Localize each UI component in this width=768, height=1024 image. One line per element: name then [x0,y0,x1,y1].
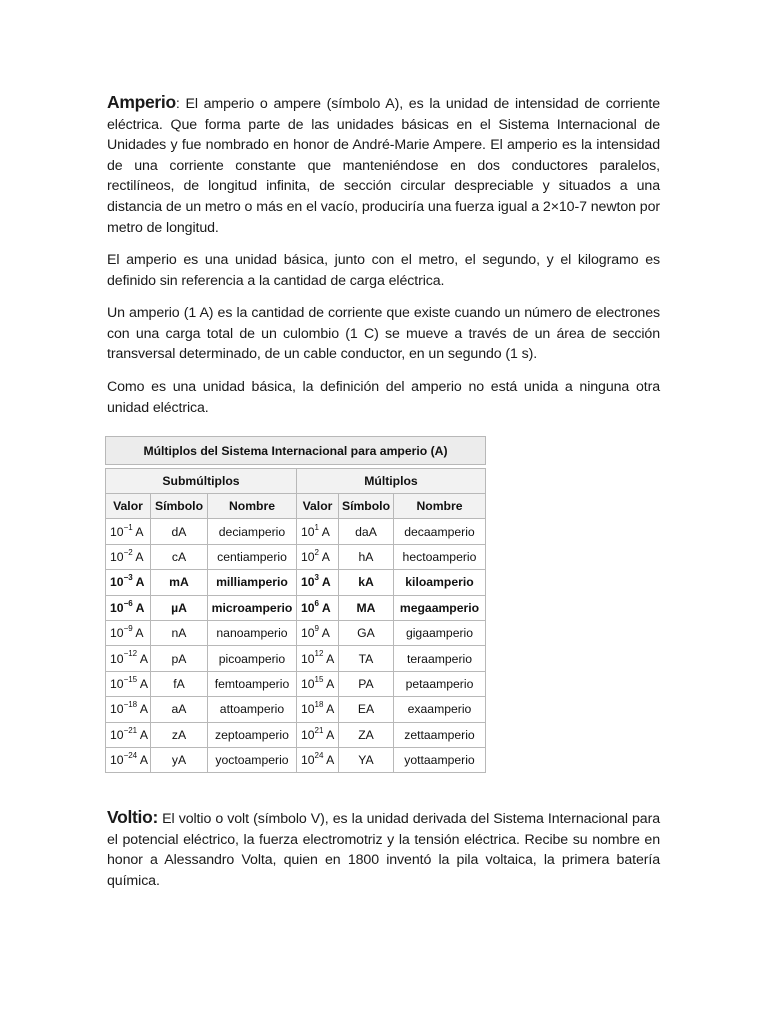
submultiple-symbol-cell: fA [150,671,207,696]
multiple-symbol-cell: YA [338,747,393,772]
column-header: Símbolo [338,494,393,519]
voltio-paragraph [107,807,660,891]
column-header: Nombre [393,494,485,519]
multiple-value-cell [296,697,338,722]
table-row [106,544,486,569]
multiple-name-cell: petaamperio [393,671,485,696]
amperio-definition: : El amperio o ampere (símbolo A), es la unidad de intensidad de corriente eléctrica. Que forma parte de las unidades básicas en el Sistema Internacional de Unidades y fue nombrado en honor de André-Marie Ampere. El amperio es la intensidad de una corriente constante que manteniéndose en dos conductores paralelos, rectilíneos, de longitud infinita, de sección circular despreciable y situados a una distancia de un metro o más en el vacío, produciría una fuerza igual a 2×10-7 newton por metro de longitud. [107,96,660,236]
multiple-symbol-cell: hA [338,544,393,569]
power-exponent: 9 [314,624,319,634]
submultiple-name-cell: femtoamperio [207,671,296,696]
table-body [106,519,486,773]
submultiple-symbol-cell: yA [150,747,207,772]
submultiple-value-cell [106,544,151,569]
column-header: Valor [296,494,338,519]
power-exponent: −2 [123,547,133,557]
paragraph-text: El amperio es una unidad básica, junto con el metro, el segundo, y el kilogramo es definido sin referencia a la cantidad de carga eléctrica. [107,252,660,289]
submultiple-symbol-cell: µA [150,595,207,620]
multiple-value-cell [296,544,338,569]
unit-label: A [132,549,144,564]
power-exponent: −12 [123,649,138,659]
table-row [106,747,486,772]
submultiple-symbol-cell: pA [150,646,207,671]
power-exponent: 2 [314,547,319,557]
table-row [106,722,486,747]
power-exponent: 21 [314,725,324,735]
power-base: 10 [110,676,124,691]
power-base: 10 [300,524,315,539]
power-base: 10 [300,626,315,641]
power-base: 10 [300,676,315,691]
submultiple-name-cell: picoamperio [207,646,296,671]
unit-label: A [319,600,331,615]
power-base: 10 [300,600,315,615]
table-row [106,697,486,722]
voltio-section [107,807,660,891]
power-exponent: 12 [314,649,324,659]
submultiple-symbol-cell: aA [150,697,207,722]
unit-label: A [323,676,335,691]
multiple-value-cell [296,570,338,595]
power-base: 10 [300,753,315,768]
paragraph-independence [107,377,660,418]
table-row [106,671,486,696]
power-base: 10 [300,575,315,590]
table-row [106,570,486,595]
power-exponent: −6 [123,598,133,608]
power-exponent: −18 [123,700,138,710]
submultiple-value-cell [106,646,151,671]
multiple-symbol-cell: GA [338,620,393,645]
submultiple-symbol-cell: cA [150,544,207,569]
column-header: Nombre [207,494,296,519]
multiple-name-cell: yottaamperio [393,747,485,772]
submultiple-name-cell: yoctoamperio [207,747,296,772]
unit-label: A [137,702,148,717]
unit-label: A [323,702,335,717]
submultiple-name-cell: centiamperio [207,544,296,569]
power-base: 10 [300,727,315,742]
submultiple-value-cell [106,519,151,544]
group-header-multiples: Múltiplos [296,469,485,494]
power-exponent: −3 [123,573,133,583]
power-base: 10 [110,549,124,564]
column-header: Símbolo [150,494,207,519]
table-row [106,595,486,620]
submultiple-symbol-cell: nA [150,620,207,645]
unit-label: A [137,651,148,666]
multiple-symbol-cell: EA [338,697,393,722]
unit-label: A [137,753,148,768]
multiple-name-cell: gigaamperio [393,620,485,645]
power-base: 10 [300,549,315,564]
voltio-term: Voltio: [107,807,159,827]
multiple-name-cell: hectoamperio [393,544,485,569]
power-base: 10 [110,651,124,666]
multiple-value-cell [296,620,338,645]
submultiple-symbol-cell: zA [150,722,207,747]
power-exponent: 3 [314,573,319,583]
amperio-paragraph [107,92,660,238]
unit-label: A [319,524,330,539]
multiple-name-cell: kiloamperio [393,570,485,595]
table-row [106,646,486,671]
unit-label: A [137,676,148,691]
column-header: Valor [106,494,151,519]
multiple-symbol-cell: TA [338,646,393,671]
table-row [106,519,486,544]
amperio-section [107,92,660,238]
power-exponent: 1 [314,522,319,532]
multiple-name-cell: megaamperio [393,595,485,620]
submultiple-value-cell [106,747,151,772]
power-base: 10 [110,753,124,768]
unit-label: A [132,524,144,539]
voltio-definition: El voltio o volt (símbolo V), es la unidad derivada del Sistema Internacional para el potencial eléctrico, la fuerza electromotriz y la tensión eléctrica. Recibe su nombre en honor a Alessandro Volta, quien en 1800 inventó la pila voltaica, la primera batería química. [107,811,660,889]
power-base: 10 [110,575,124,590]
multiple-value-cell [296,671,338,696]
power-exponent: −24 [123,751,138,761]
multiple-value-cell [296,747,338,772]
paragraph-text: Como es una unidad básica, la definición del amperio no está unida a ninguna otra unidad eléctrica. [107,379,660,416]
power-base: 10 [110,727,124,742]
power-base: 10 [110,626,124,641]
multiple-symbol-cell: PA [338,671,393,696]
unit-label: A [132,600,145,615]
submultiple-value-cell [106,620,151,645]
multiple-name-cell: zettaamperio [393,722,485,747]
unit-label: A [319,626,330,641]
multiple-value-cell [296,519,338,544]
amperio-term: Amperio [107,92,176,112]
paragraph-basic-unit [107,250,660,291]
submultiple-symbol-cell: dA [150,519,207,544]
unit-label: A [319,549,330,564]
table-caption: Múltiplos del Sistema Internacional para amperio (A) [106,437,486,465]
submultiple-value-cell [106,671,151,696]
submultiple-name-cell: zeptoamperio [207,722,296,747]
unit-label: A [137,727,148,742]
submultiple-name-cell: deciamperio [207,519,296,544]
multiple-value-cell [296,595,338,620]
submultiple-name-cell: attoamperio [207,697,296,722]
power-base: 10 [110,524,124,539]
multiple-value-cell [296,722,338,747]
submultiple-symbol-cell: mA [150,570,207,595]
si-multiples-table [105,436,486,773]
submultiple-value-cell [106,570,151,595]
multiple-name-cell: teraamperio [393,646,485,671]
power-exponent: −15 [123,674,138,684]
power-exponent: 18 [314,700,324,710]
multiple-symbol-cell: MA [338,595,393,620]
submultiple-name-cell: microamperio [207,595,296,620]
multiple-name-cell: exaamperio [393,697,485,722]
multiple-symbol-cell: ZA [338,722,393,747]
submultiple-value-cell [106,722,151,747]
submultiple-value-cell [106,595,151,620]
power-exponent: 24 [314,751,324,761]
power-base: 10 [110,600,124,615]
power-base: 10 [300,651,315,666]
multiple-symbol-cell: daA [338,519,393,544]
power-base: 10 [110,702,124,717]
unit-label: A [132,626,144,641]
power-exponent: −21 [123,725,138,735]
paragraph-text: Un amperio (1 A) es la cantidad de corriente que existe cuando un número de electrones con una carga total de un culombio (1 C) se mueve a través de un área de sección transversal determinado, de un cable conductor, en un segundo (1 s). [107,305,660,363]
submultiple-name-cell: milliamperio [207,570,296,595]
power-exponent: 15 [314,674,324,684]
unit-label: A [323,727,335,742]
multiple-value-cell [296,646,338,671]
unit-label: A [319,575,331,590]
power-base: 10 [300,702,315,717]
unit-label: A [323,651,335,666]
power-exponent: −1 [123,522,133,532]
unit-label: A [323,753,335,768]
unit-label: A [132,575,145,590]
group-header-submultiples: Submúltiplos [106,469,297,494]
paragraph-one-ampere [107,303,660,365]
table-row [106,620,486,645]
multiple-name-cell: decaamperio [393,519,485,544]
power-exponent: −9 [123,624,133,634]
multiple-symbol-cell: kA [338,570,393,595]
power-exponent: 6 [314,598,319,608]
submultiple-value-cell [106,697,151,722]
submultiple-name-cell: nanoamperio [207,620,296,645]
